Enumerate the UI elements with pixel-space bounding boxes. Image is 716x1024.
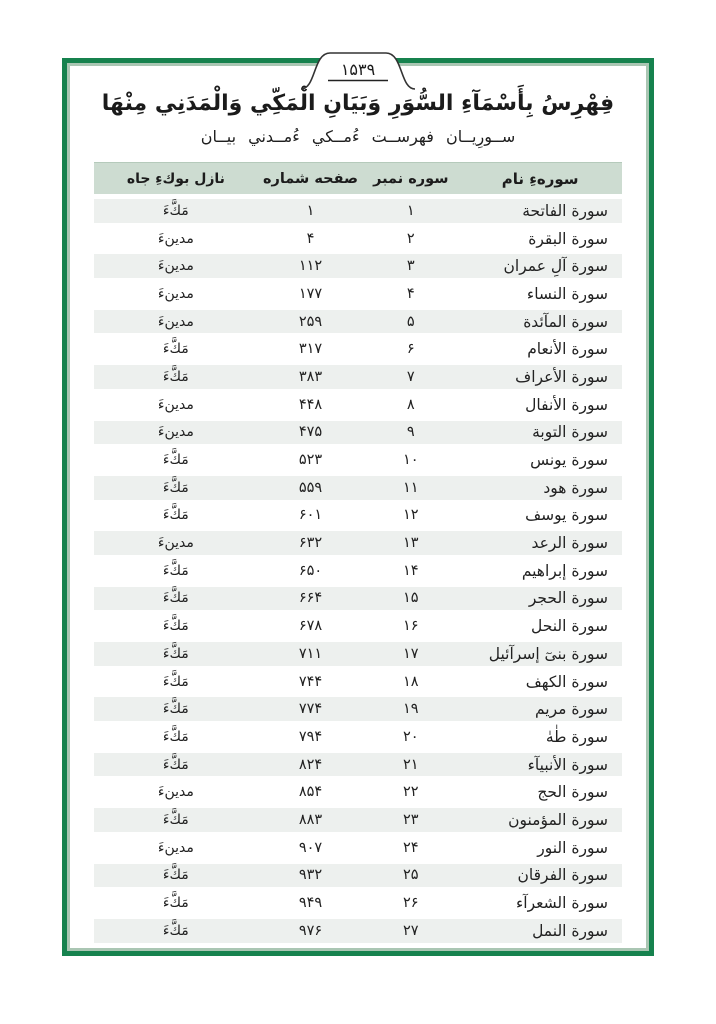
header-revelation-place: نازل بوكءِ جاه	[126, 170, 225, 187]
page-number-cell: ۹۴۹	[298, 895, 323, 912]
table-row	[94, 723, 622, 751]
page-number-cell: ۸۲۴	[298, 756, 323, 773]
revelation-place-cell: مَكَّءَ	[162, 590, 189, 607]
page-number: ۱۵۳۹	[340, 60, 376, 79]
surah-number-cell: ۱۳	[403, 535, 419, 552]
table-row	[94, 695, 622, 723]
page-number-cell: ۳۸۳	[298, 368, 323, 385]
surah-number-cell: ۱۲	[403, 507, 419, 524]
surah-number-cell: ۱۴	[403, 562, 419, 579]
table-row	[94, 335, 622, 363]
page-number-cell: ۱۷۷	[298, 285, 323, 302]
table-row	[94, 640, 622, 668]
page-number-cell: ۸۸۳	[298, 811, 323, 828]
surah-number-cell: ۱۷	[403, 645, 419, 662]
table-row	[94, 862, 622, 890]
surah-name-cell: سورة الفاتحة	[522, 201, 608, 220]
surah-name-cell: سورة آلِ عمران	[503, 257, 608, 276]
table-row	[94, 308, 622, 336]
surah-name-cell: سورة النمل	[532, 921, 608, 940]
surah-name-cell: سورة التوبة	[532, 423, 608, 442]
page-number-cell: ۷۷۴	[298, 701, 323, 718]
revelation-place-cell: مَكَّءَ	[162, 341, 189, 358]
surah-name-cell: سورة طٰهٰ	[545, 727, 608, 746]
revelation-place-cell: مَكَّءَ	[162, 756, 189, 773]
page-content	[70, 66, 646, 948]
revelation-place-cell: مدينءَ	[157, 313, 194, 330]
revelation-place-cell: مَكَّءَ	[162, 895, 189, 912]
surah-number-cell: ۱۸	[403, 673, 419, 690]
page-number-cell: ۵۲۳	[298, 452, 323, 469]
revelation-place-cell: مَكَّءَ	[162, 368, 189, 385]
surah-name-cell: سورة يونس	[530, 451, 608, 470]
surah-number-cell: ۶	[406, 341, 415, 358]
surah-name-cell: سورة النور	[537, 838, 608, 857]
page-number-cell: ۴۴۸	[298, 396, 323, 413]
surah-name-cell: سورة الفرقان	[517, 866, 608, 885]
page-number-cell: ۶۰۱	[298, 507, 323, 524]
header-surah-number: سوره نمبر	[373, 170, 449, 187]
table-row	[94, 917, 622, 945]
index-subtitle-sindhi: ســورِيــان فهرســت ءُمــكي ءُمــدني بيــان	[200, 127, 516, 146]
surah-name-cell: سورة الحجر	[528, 589, 608, 608]
surah-number-cell: ۲۲	[403, 784, 419, 801]
surah-number-cell: ۲	[406, 230, 415, 247]
revelation-place-cell: مَكَّءَ	[162, 618, 189, 635]
surah-name-cell: سورة هود	[543, 478, 608, 497]
table-row	[94, 834, 622, 862]
page-number-cell: ۴۷۵	[298, 424, 323, 441]
table-row	[94, 557, 622, 585]
surah-index-table	[94, 162, 622, 945]
surah-name-cell: سورة الأعراف	[515, 367, 608, 386]
revelation-place-cell: مدينءَ	[157, 535, 194, 552]
surah-name-cell: سورة مريم	[534, 700, 608, 719]
surah-number-cell: ۱	[406, 202, 415, 219]
surah-number-cell: ۲۱	[403, 756, 419, 773]
table-row	[94, 778, 622, 806]
revelation-place-cell: مَكَّءَ	[162, 202, 189, 219]
page-number-cell: ۴	[306, 230, 315, 247]
page-number-cell: ۵۵۹	[298, 479, 323, 496]
page-number-cell: ۶۷۸	[298, 618, 323, 635]
header-page-number: صفحه شماره	[262, 170, 359, 187]
surah-name-cell: سورة الحج	[537, 783, 608, 802]
revelation-place-cell: مدينءَ	[157, 839, 194, 856]
surah-name-cell: سورة الأنفال	[525, 395, 608, 414]
surah-number-cell: ۴	[406, 285, 415, 302]
tab-shape	[300, 50, 416, 90]
surah-name-cell: سورة المآئدة	[523, 312, 608, 331]
surah-name-cell: سورة الأنبيآء	[527, 755, 608, 774]
page-number-cell: ۶۳۲	[298, 535, 323, 552]
surah-name-cell: سورة بنىٓ إسرآئيل	[488, 644, 608, 663]
table-body	[94, 197, 622, 945]
table-row	[94, 889, 622, 917]
revelation-place-cell: مَكَّءَ	[162, 507, 189, 524]
revelation-place-cell: مَكَّءَ	[162, 701, 189, 718]
surah-name-cell: سورة الرعد	[531, 534, 608, 553]
revelation-place-cell: مَكَّءَ	[162, 673, 189, 690]
surah-number-cell: ۲۶	[403, 895, 419, 912]
revelation-place-cell: مَكَّءَ	[162, 562, 189, 579]
surah-name-cell: سورة الأنعام	[527, 340, 608, 359]
surah-number-cell: ۱۹	[403, 701, 419, 718]
surah-number-cell: ۲۷	[403, 922, 419, 939]
page-number-cell: ۶۵۰	[298, 562, 323, 579]
table-row	[94, 252, 622, 280]
page-number-cell: ۹۳۲	[298, 867, 323, 884]
table-row	[94, 502, 622, 530]
surah-name-cell: سورة النحل	[531, 617, 608, 636]
header-surah-name: سورهءِ نام	[501, 169, 579, 188]
surah-number-cell: ۱۱	[403, 479, 419, 496]
page-number-tab	[300, 50, 416, 90]
revelation-place-cell: مدينءَ	[157, 396, 194, 413]
revelation-place-cell: مَكَّءَ	[162, 452, 189, 469]
surah-name-cell: سورة المؤمنون	[508, 810, 608, 829]
revelation-place-cell: مَكَّءَ	[162, 479, 189, 496]
revelation-place-cell: مَكَّءَ	[162, 867, 189, 884]
table-row	[94, 474, 622, 502]
table-row	[94, 585, 622, 613]
surah-name-cell: سورة يوسف	[525, 506, 608, 525]
table-row	[94, 419, 622, 447]
table-row	[94, 806, 622, 834]
table-row	[94, 529, 622, 557]
surah-number-cell: ۸	[406, 396, 415, 413]
surah-number-cell: ۲۵	[403, 867, 419, 884]
revelation-place-cell: مدينءَ	[157, 424, 194, 441]
page-number-cell: ۳۱۷	[298, 341, 323, 358]
surah-name-cell: سورة إبراهيم	[521, 561, 608, 580]
table-row	[94, 751, 622, 779]
table-row	[94, 197, 622, 225]
surah-number-cell: ۲۳	[403, 811, 419, 828]
table-row	[94, 446, 622, 474]
index-title-calligraphy: فِهْرِسُ بِأَسْمَآءِ السُّوَرِ وَبَيَانِ الْمَكِّي وَالْمَدَنِي مِنْهَا	[101, 91, 615, 116]
revelation-place-cell: مدينءَ	[157, 258, 194, 275]
revelation-place-cell: مَكَّءَ	[162, 645, 189, 662]
page-number-cell: ۱۱۲	[298, 258, 323, 275]
table-row	[94, 668, 622, 696]
page-number-cell: ۹۷۶	[298, 922, 323, 939]
page-number-cell: ۸۵۴	[298, 784, 323, 801]
table-row	[94, 363, 622, 391]
page-number-cell: ۲۵۹	[298, 313, 323, 330]
page-number-cell: ۹۰۷	[298, 839, 323, 856]
surah-number-cell: ۹	[406, 424, 415, 441]
revelation-place-cell: مَكَّءَ	[162, 728, 189, 745]
page-number-cell: ۷۹۴	[298, 728, 323, 745]
surah-number-cell: ۲۰	[403, 728, 419, 745]
revelation-place-cell: مدينءَ	[157, 285, 194, 302]
surah-number-cell: ۱۶	[403, 618, 419, 635]
surah-name-cell: سورة الكهف	[525, 672, 608, 691]
surah-number-cell: ۱۵	[403, 590, 419, 607]
table-row	[94, 225, 622, 253]
surah-name-cell: سورة الشعرآء	[515, 894, 608, 913]
surah-number-cell: ۲۴	[403, 839, 419, 856]
table-header-row	[94, 162, 622, 194]
page-number-cell: ۷۴۴	[298, 673, 323, 690]
table-row	[94, 391, 622, 419]
revelation-place-cell: مَكَّءَ	[162, 811, 189, 828]
surah-number-cell: ۵	[406, 313, 415, 330]
surah-number-cell: ۱۰	[403, 452, 419, 469]
table-row	[94, 280, 622, 308]
revelation-place-cell: مَكَّءَ	[162, 922, 189, 939]
surah-name-cell: سورة النساء	[526, 284, 608, 303]
page-number-cell: ۱	[306, 202, 315, 219]
surah-number-cell: ۳	[406, 258, 415, 275]
surah-name-cell: سورة البقرة	[528, 229, 608, 248]
revelation-place-cell: مدينءَ	[157, 230, 194, 247]
table-row	[94, 612, 622, 640]
surah-number-cell: ۷	[406, 368, 415, 385]
page-number-cell: ۷۱۱	[298, 645, 323, 662]
revelation-place-cell: مدينءَ	[157, 784, 194, 801]
page-number-cell: ۶۶۴	[298, 590, 323, 607]
